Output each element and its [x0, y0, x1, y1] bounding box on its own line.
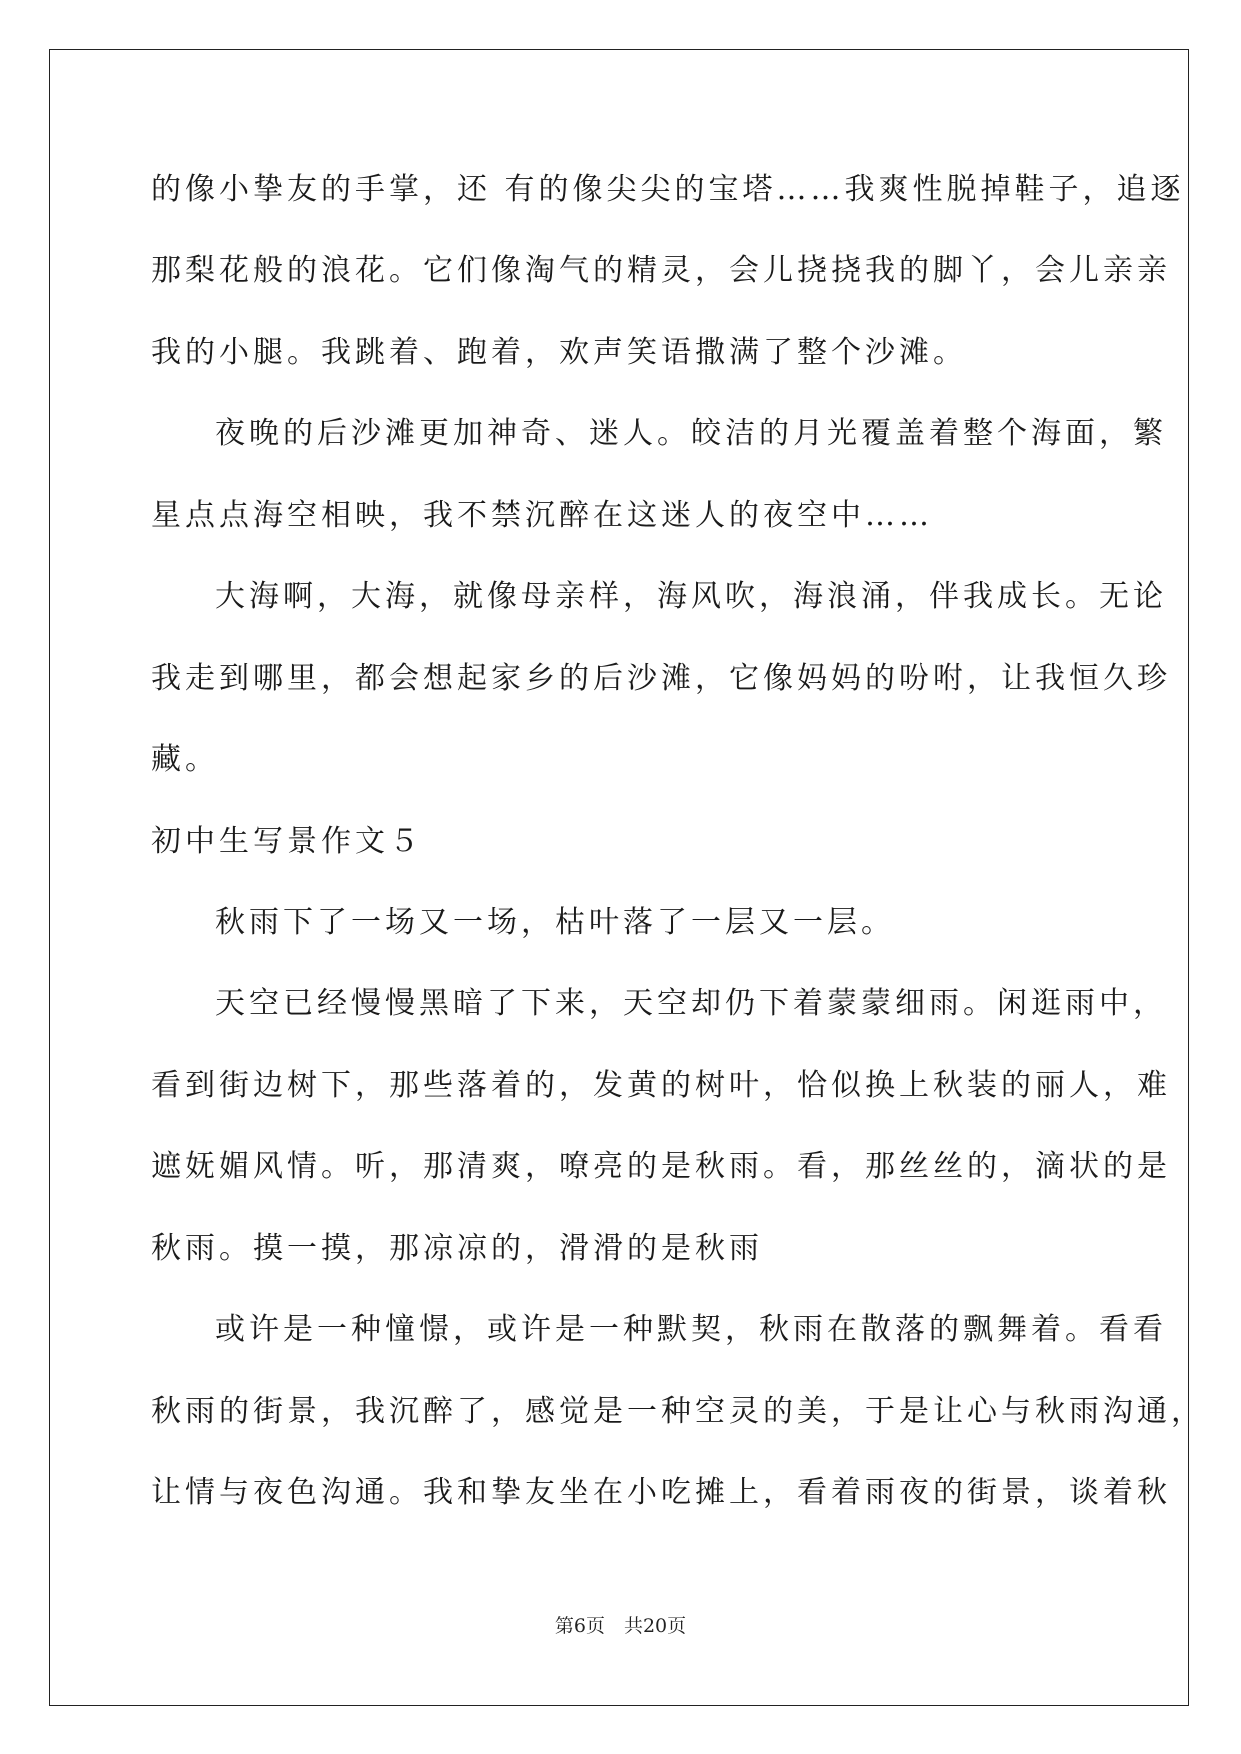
section-heading: 初中生写景作文５ [151, 824, 423, 859]
text-line: 我走到哪里，都会想起家乡的后沙滩，它像妈妈的吩咐，让我恒久珍 [151, 661, 1171, 696]
text-line: 我的小腿。我跳着、跑着，欢声笑语撒满了整个沙滩。 [151, 335, 967, 370]
text-line: 那梨花般的浪花。它们像淘气的精灵，会儿挠挠我的脚丫，会儿亲亲 [151, 253, 1171, 288]
text-line: 或许是一种憧憬，或许是一种默契，秋雨在散落的飘舞着。看看 [215, 1312, 1167, 1347]
page-border [49, 49, 1189, 1706]
text-line: 星点点海空相映，我不禁沉醉在这迷人的夜空中…… [151, 498, 933, 533]
text-line: 让情与夜色沟通。我和挚友坐在小吃摊上，看着雨夜的街景，谈着秋 [151, 1475, 1171, 1510]
text-line: 遮妩媚风情。听，那清爽，嘹亮的是秋雨。看，那丝丝的，滴状的是 [151, 1149, 1171, 1184]
text-line: 藏。 [151, 742, 219, 777]
text-line: 看到街边树下，那些落着的，发黄的树叶，恰似换上秋装的丽人，难 [151, 1068, 1171, 1103]
page-footer [0, 1614, 1241, 1638]
text-line: 秋雨。摸一摸，那凉凉的，滑滑的是秋雨 [151, 1231, 763, 1266]
text-line: 夜晚的后沙滩更加神奇、迷人。皎洁的月光覆盖着整个海面，繁 [215, 416, 1167, 451]
page-number: 第6页 共20页 [554, 1615, 687, 1637]
text-line: 秋雨下了一场又一场，枯叶落了一层又一层。 [215, 905, 895, 940]
text-line: 的像小挚友的手掌，还 有的像尖尖的宝塔……我爽性脱掉鞋子，追逐 [151, 172, 1185, 207]
text-line: 天空已经慢慢黑暗了下来，天空却仍下着蒙蒙细雨。闲逛雨中， [215, 986, 1167, 1021]
text-line: 秋雨的街景，我沉醉了，感觉是一种空灵的美，于是让心与秋雨沟通， [151, 1394, 1205, 1429]
text-line: 大海啊，大海，就像母亲样，海风吹，海浪涌，伴我成长。无论 [215, 579, 1167, 614]
